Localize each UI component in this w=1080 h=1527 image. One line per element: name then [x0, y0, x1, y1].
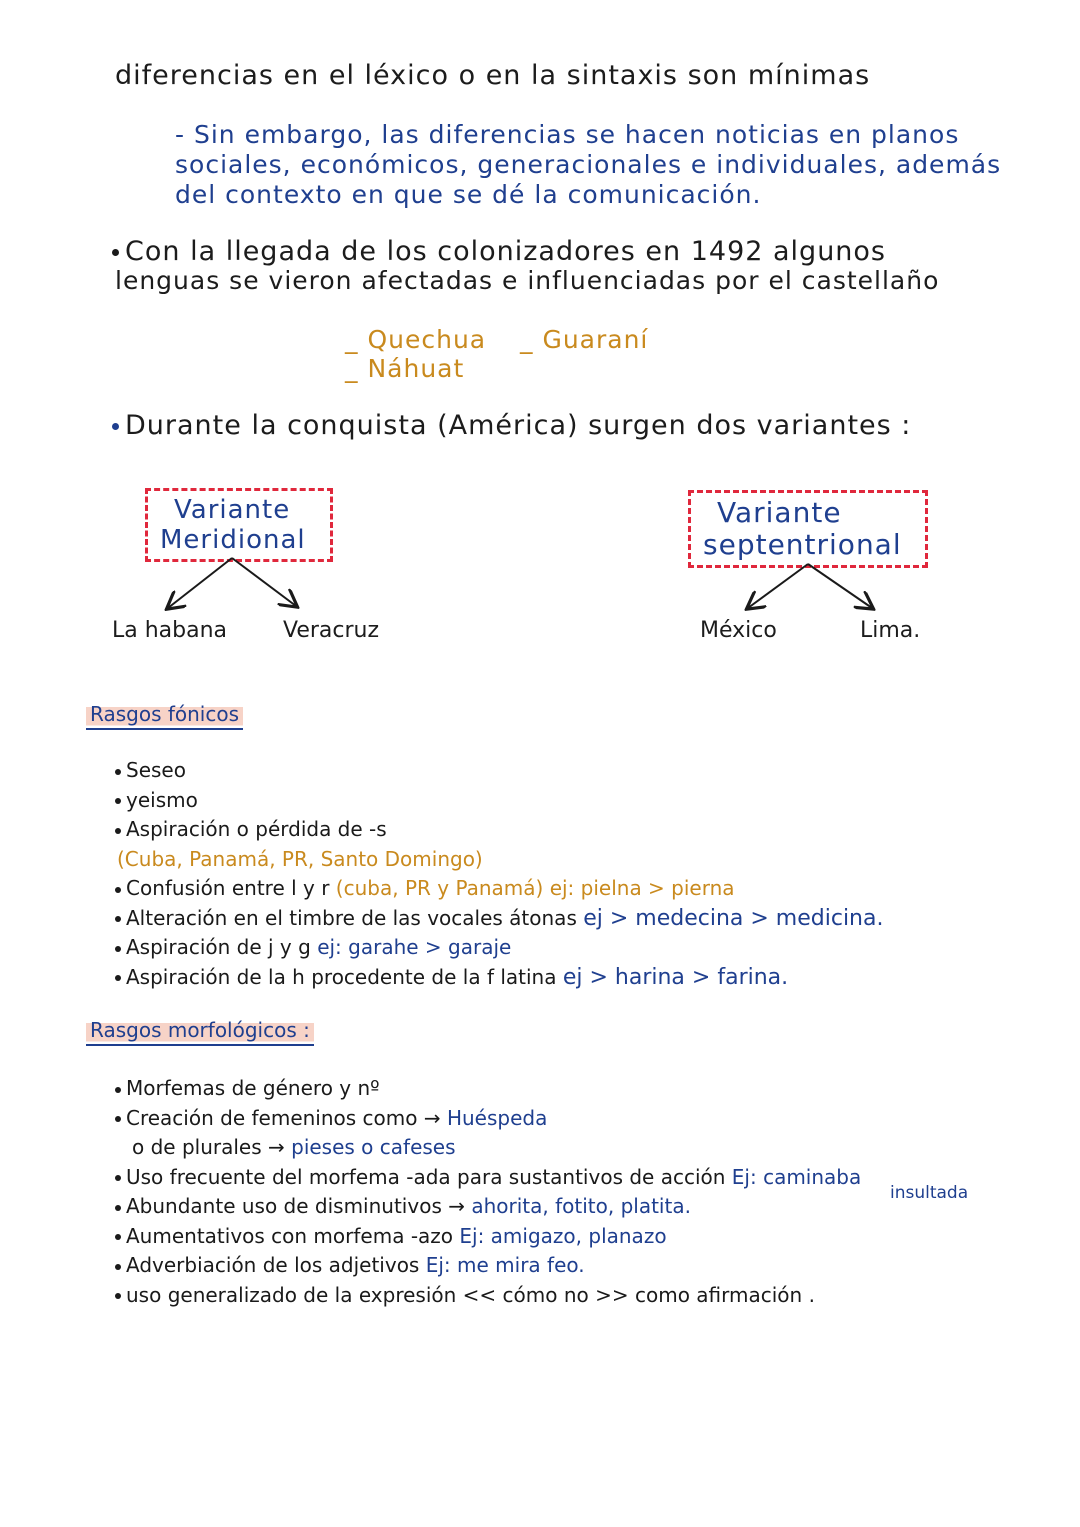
list-item: uso generalizado de la expresión << cómo no >> como afirmación .: [115, 1281, 861, 1311]
variante-septentrional-label-1: Variante: [717, 496, 842, 529]
list-item: (Cuba, Panamá, PR, Santo Domingo): [117, 846, 483, 871]
list-item: yeismo: [115, 786, 883, 816]
rasgos-morfologicos-heading: Rasgos morfológicos :: [86, 1018, 314, 1046]
arrow-to-lima: [808, 564, 872, 608]
rasgos-fonicos-heading: Rasgos fónicos: [86, 702, 243, 730]
list-item: o de plurales → pieses o cafeses: [132, 1135, 456, 1159]
arrow-to-veracruz: [232, 558, 296, 606]
language-guarani: _ Guaraní: [520, 325, 649, 354]
variante-meridional-label-2: Meridional: [160, 525, 306, 555]
language-quechua: _ Quechua: [345, 325, 487, 354]
intro-line: diferencias en el léxico o en la sintaxis son mínimas: [115, 60, 871, 91]
variant-arrows: [0, 0, 1080, 700]
child-veracruz: Veracruz: [283, 618, 380, 643]
list-item: Aspiración o pérdida de -s: [115, 815, 883, 845]
list-item: Confusión entre l y r (cuba, PR y Panamá) ej: pielna > pierna: [115, 874, 883, 904]
colonizadores-text-1: Con la llegada de los colonizadores en 1492 algunos: [125, 236, 887, 267]
variante-septentrional-label-2: septentrional: [703, 528, 902, 561]
list-item: Aspiración de j y g ej: garahe > garaje: [115, 933, 883, 963]
sin-embargo-line-3: del contexto en que se dé la comunicación.: [175, 180, 762, 209]
colonizadores-line-2: lenguas se vieron afectadas e influenciadas por el castellaño: [115, 266, 940, 295]
list-item: Aumentativos con morfema -azo Ej: amigazo, planazo: [115, 1222, 861, 1252]
list-item: Seseo: [115, 756, 883, 786]
rasgos-morfologicos-list: [115, 1074, 969, 1310]
arrow-to-mexico: [748, 564, 808, 608]
arrow-to-habana: [168, 558, 232, 608]
list-item: Aspiración de la h procedente de la f latina ej > harina > farina.: [115, 963, 883, 993]
sin-embargo-line-2: sociales, económicos, generacionales e individuales, además: [175, 150, 1002, 179]
conquista-title-text: Durante la conquista (América) surgen dos variantes :: [125, 410, 912, 441]
list-item: Adverbiación de los adjetivos Ej: me mira feo.: [115, 1251, 861, 1281]
variante-meridional-label-1: Variante: [174, 495, 291, 525]
language-nahuat: _ Náhuat: [345, 354, 465, 383]
child-habana: La habana: [112, 618, 228, 643]
list-item: Creación de femeninos como → Huéspeda: [115, 1104, 861, 1134]
list-item: Morfemas de género y nº: [115, 1074, 861, 1104]
list-item: Alteración en el timbre de las vocales átonas ej > medecina > medicina.: [115, 904, 883, 934]
list-item: Uso frecuente del morfema -ada para sustantivos de acción Ej: caminaba insultada: [115, 1163, 861, 1193]
child-lima: Lima.: [860, 618, 921, 643]
list-item: Abundante uso de disminutivos → ahorita, fotito, platita.: [115, 1192, 861, 1222]
rasgos-fonicos-list: [115, 756, 883, 992]
sin-embargo-line-1: - Sin embargo, las diferencias se hacen noticias en planos: [175, 120, 960, 149]
child-mexico: México: [700, 618, 777, 643]
